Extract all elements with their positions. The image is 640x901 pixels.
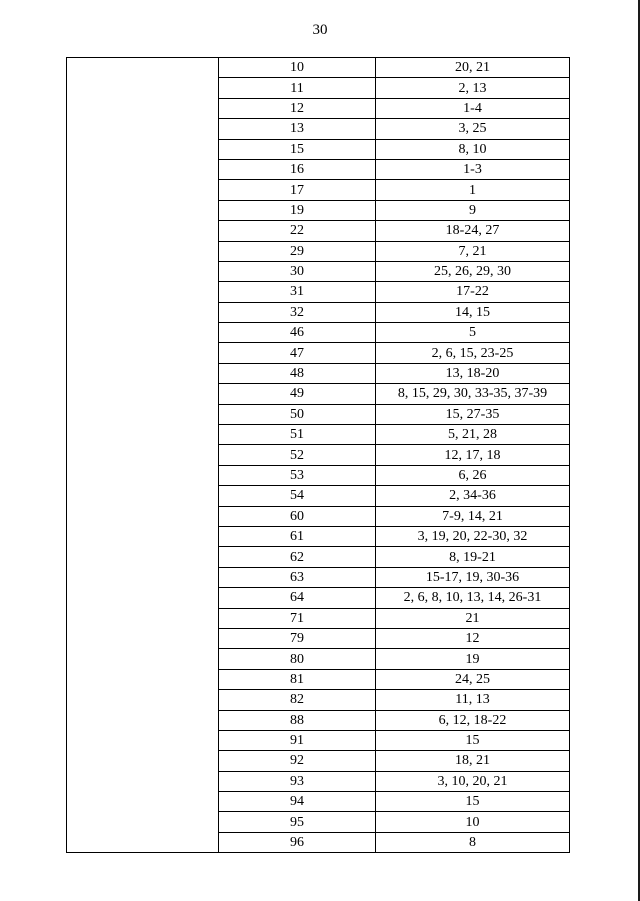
row-references-cell: 19 <box>376 649 570 669</box>
row-references-cell: 1 <box>376 180 570 200</box>
row-references-cell: 15 <box>376 730 570 750</box>
row-references-cell: 6, 26 <box>376 465 570 485</box>
row-number-cell: 48 <box>219 363 376 383</box>
row-number-cell: 95 <box>219 812 376 832</box>
row-number-cell: 94 <box>219 792 376 812</box>
row-references-cell: 11, 13 <box>376 690 570 710</box>
row-references-cell: 3, 25 <box>376 119 570 139</box>
row-number-cell: 96 <box>219 832 376 852</box>
row-references-cell: 12 <box>376 628 570 648</box>
row-number-cell: 80 <box>219 649 376 669</box>
row-number-cell: 62 <box>219 547 376 567</box>
page-number: 30 <box>312 22 328 38</box>
row-number-cell: 12 <box>219 98 376 118</box>
row-references-cell: 2, 6, 8, 10, 13, 14, 26-31 <box>376 588 570 608</box>
row-number-cell: 46 <box>219 323 376 343</box>
row-number-cell: 47 <box>219 343 376 363</box>
row-number-cell: 71 <box>219 608 376 628</box>
row-references-cell: 8, 15, 29, 30, 33-35, 37-39 <box>376 384 570 404</box>
row-number-cell: 22 <box>219 221 376 241</box>
row-references-cell: 20, 21 <box>376 58 570 78</box>
row-number-cell: 60 <box>219 506 376 526</box>
reference-table <box>66 57 570 853</box>
row-references-cell: 7, 21 <box>376 241 570 261</box>
row-number-cell: 16 <box>219 159 376 179</box>
row-references-cell: 2, 13 <box>376 78 570 98</box>
row-references-cell: 25, 26, 29, 30 <box>376 261 570 281</box>
row-number-cell: 31 <box>219 282 376 302</box>
row-number-cell: 30 <box>219 261 376 281</box>
row-references-cell: 5, 21, 28 <box>376 425 570 445</box>
row-references-cell: 15-17, 19, 30-36 <box>376 567 570 587</box>
row-number-cell: 52 <box>219 445 376 465</box>
row-references-cell: 18-24, 27 <box>376 221 570 241</box>
row-references-cell: 2, 34-36 <box>376 486 570 506</box>
row-references-cell: 15 <box>376 792 570 812</box>
row-references-cell: 12, 17, 18 <box>376 445 570 465</box>
row-references-cell: 8, 19-21 <box>376 547 570 567</box>
row-number-cell: 32 <box>219 302 376 322</box>
row-number-cell: 11 <box>219 78 376 98</box>
row-references-cell: 5 <box>376 323 570 343</box>
row-number-cell: 49 <box>219 384 376 404</box>
row-number-cell: 82 <box>219 690 376 710</box>
row-number-cell: 93 <box>219 771 376 791</box>
row-number-cell: 91 <box>219 730 376 750</box>
row-number-cell: 29 <box>219 241 376 261</box>
row-references-cell: 14, 15 <box>376 302 570 322</box>
row-number-cell: 64 <box>219 588 376 608</box>
row-number-cell: 53 <box>219 465 376 485</box>
row-references-cell: 1-3 <box>376 159 570 179</box>
row-references-cell: 7-9, 14, 21 <box>376 506 570 526</box>
row-number-cell: 54 <box>219 486 376 506</box>
row-references-cell: 6, 12, 18-22 <box>376 710 570 730</box>
row-references-cell: 15, 27-35 <box>376 404 570 424</box>
row-references-cell: 17-22 <box>376 282 570 302</box>
row-references-cell: 24, 25 <box>376 669 570 689</box>
row-number-cell: 61 <box>219 526 376 546</box>
row-number-cell: 19 <box>219 200 376 220</box>
row-references-cell: 8, 10 <box>376 139 570 159</box>
row-number-cell: 51 <box>219 425 376 445</box>
empty-first-column-cell <box>67 58 219 853</box>
row-references-cell: 3, 10, 20, 21 <box>376 771 570 791</box>
row-references-cell: 10 <box>376 812 570 832</box>
row-references-cell: 8 <box>376 832 570 852</box>
row-number-cell: 63 <box>219 567 376 587</box>
row-references-cell: 18, 21 <box>376 751 570 771</box>
row-number-cell: 13 <box>219 119 376 139</box>
row-references-cell: 1-4 <box>376 98 570 118</box>
table-row <box>67 58 570 78</box>
row-number-cell: 79 <box>219 628 376 648</box>
row-references-cell: 9 <box>376 200 570 220</box>
table-body <box>67 58 570 853</box>
row-references-cell: 13, 18-20 <box>376 363 570 383</box>
row-number-cell: 10 <box>219 58 376 78</box>
row-number-cell: 15 <box>219 139 376 159</box>
row-number-cell: 92 <box>219 751 376 771</box>
row-number-cell: 81 <box>219 669 376 689</box>
row-number-cell: 17 <box>219 180 376 200</box>
row-number-cell: 88 <box>219 710 376 730</box>
row-references-cell: 21 <box>376 608 570 628</box>
row-number-cell: 50 <box>219 404 376 424</box>
row-references-cell: 2, 6, 15, 23-25 <box>376 343 570 363</box>
row-references-cell: 3, 19, 20, 22-30, 32 <box>376 526 570 546</box>
